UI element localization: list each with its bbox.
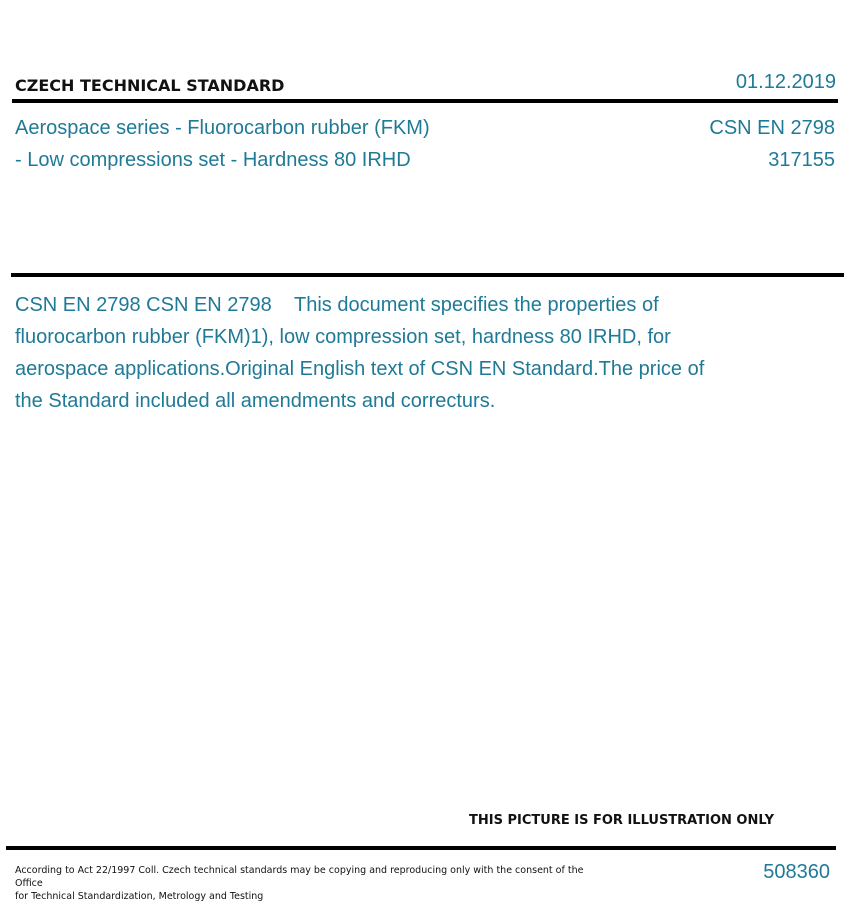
document-type-heading: CZECH TECHNICAL STANDARD <box>15 76 285 95</box>
document-code: 508360 <box>763 861 830 883</box>
section-rule <box>11 273 844 277</box>
catalog-number: 317155 <box>768 149 835 171</box>
illustration-note: THIS PICTURE IS FOR ILLUSTRATION ONLY <box>469 813 774 828</box>
legal-notice-line-1: According to Act 22/1997 Coll. Czech technical standards may be copying and reproducing only with the consent of the Office <box>15 865 584 889</box>
legal-notice <box>15 864 585 903</box>
issue-date: 01.12.2019 <box>735 71 836 93</box>
standard-number: CSN EN 2798 <box>709 117 835 139</box>
title-line-2: - Low compressions set - Hardness 80 IRHD <box>15 149 411 171</box>
title-line-1: Aerospace series - Fluorocarbon rubber (FKM) <box>15 117 430 139</box>
legal-notice-line-2: for Technical Standardization, Metrology and Testing <box>15 891 264 902</box>
document-description: CSN EN 2798 CSN EN 2798 This document specifies the properties of fluorocarbon rubber (FKM)1), low compression set, hardness 80 IRHD, for aerospace applications.Original English text of CSN EN Standard.The price of the Standard included all amendments and correcturs. <box>15 294 705 412</box>
header-rule <box>12 99 838 103</box>
footer-rule <box>6 846 836 850</box>
